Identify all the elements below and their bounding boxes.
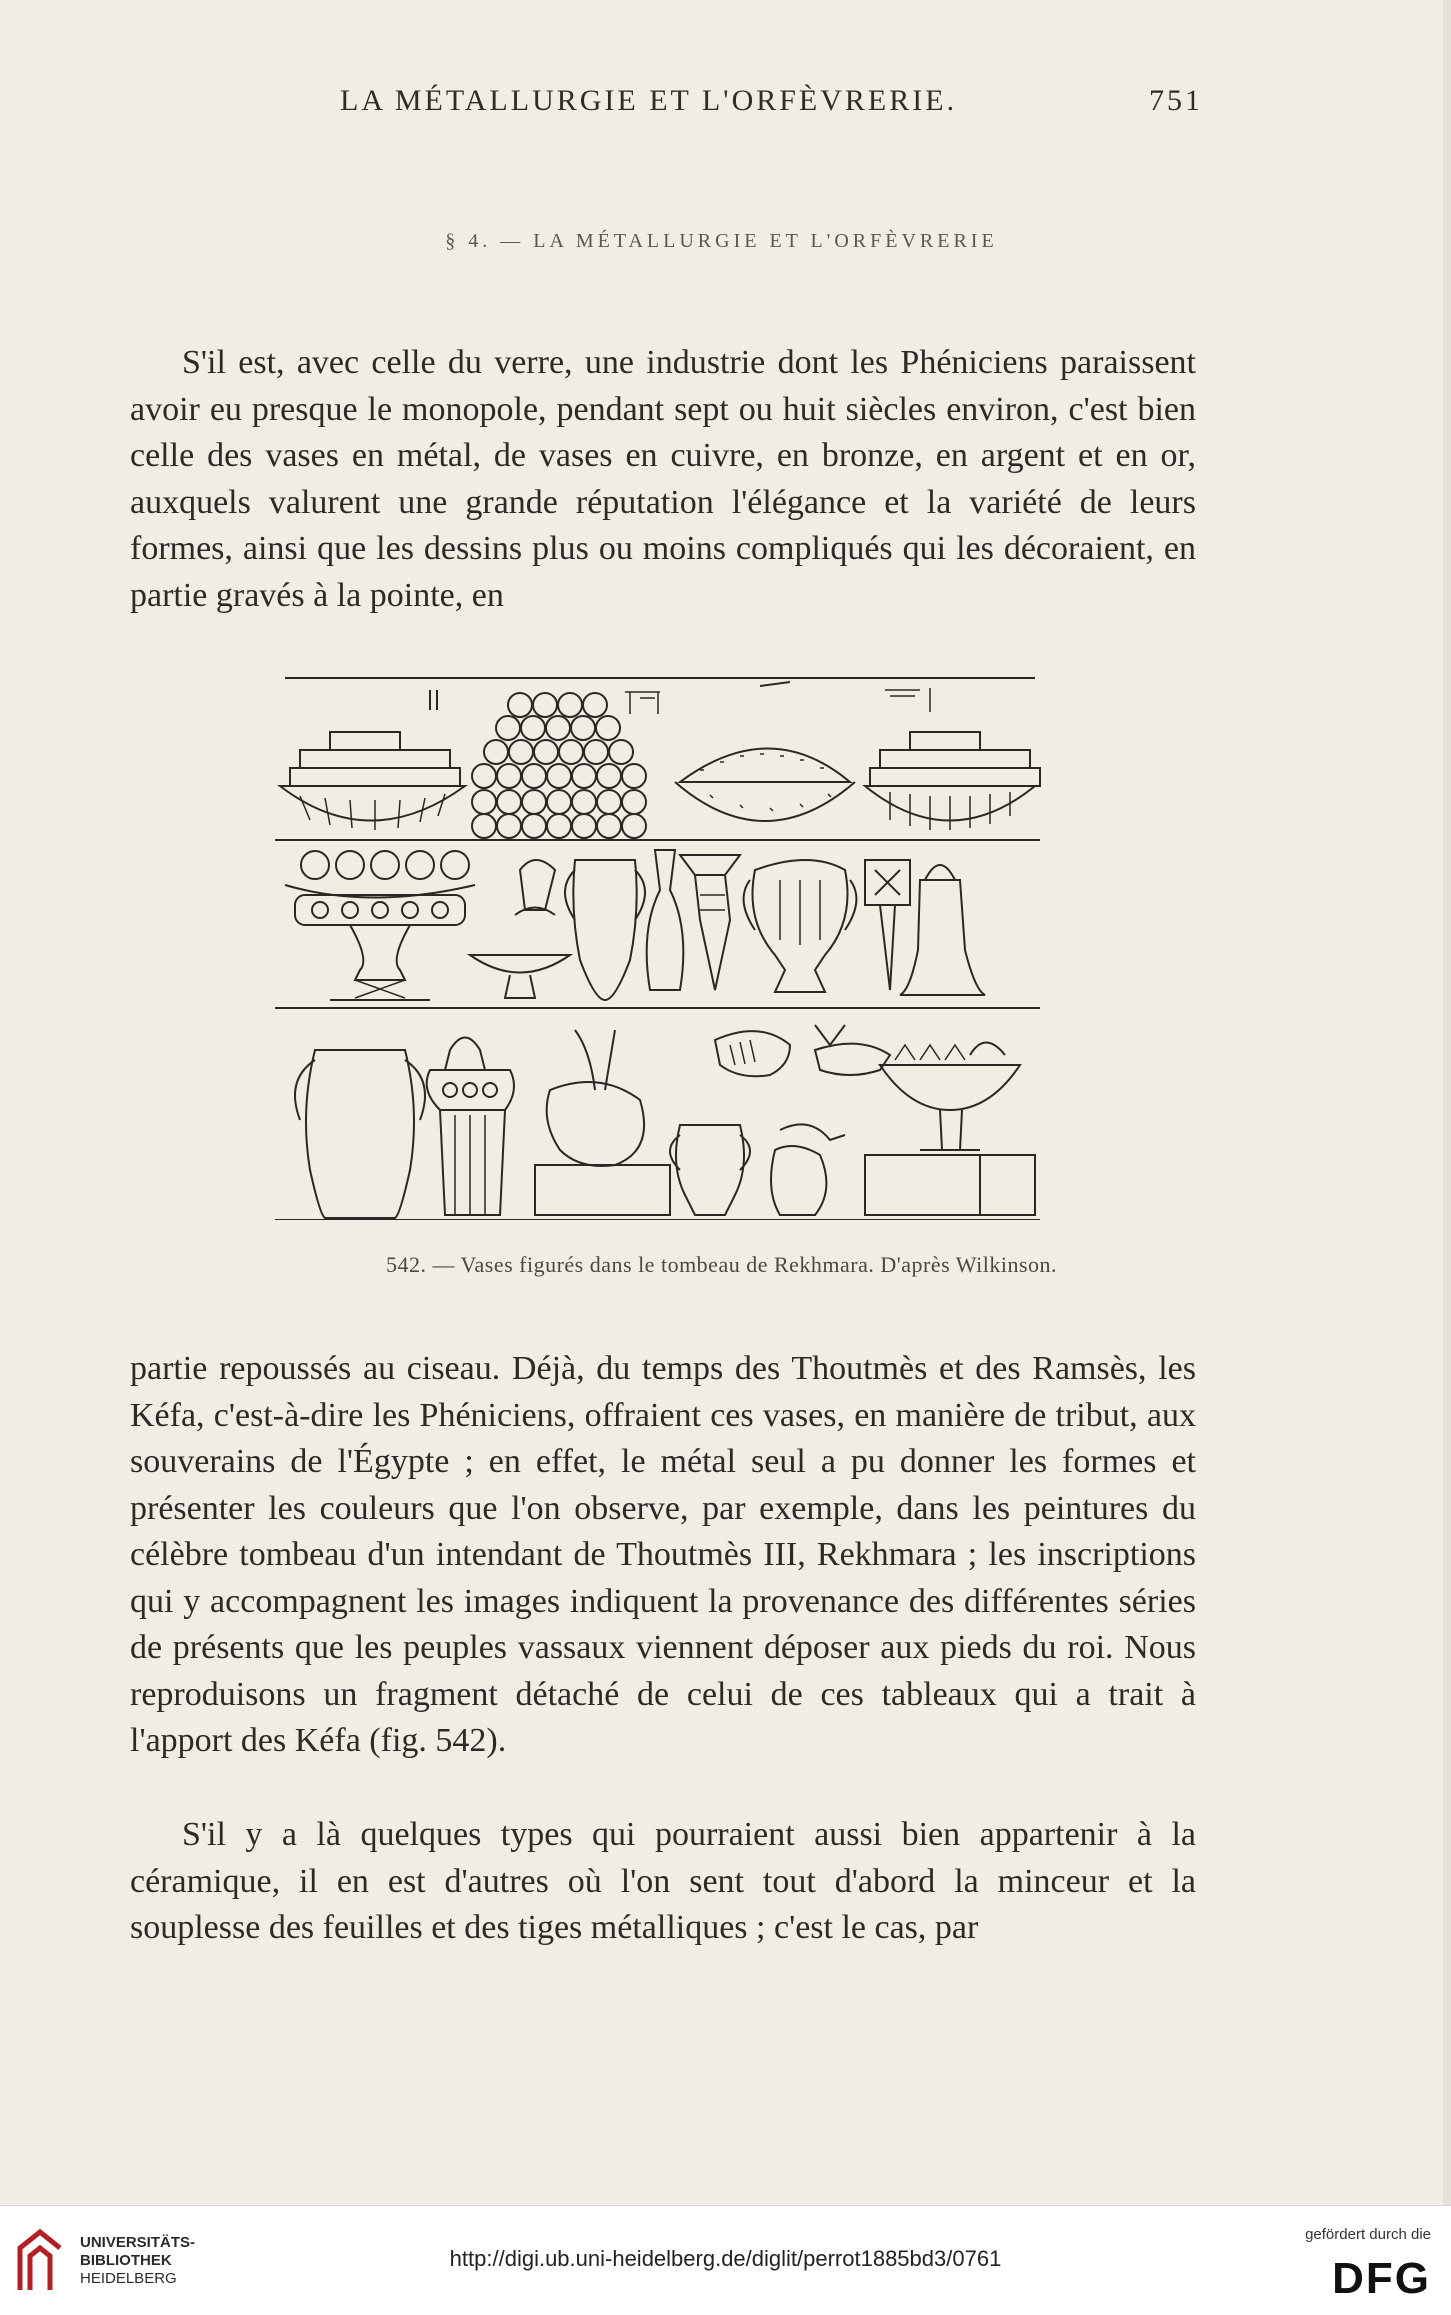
- bell-shaped-vase: [900, 865, 985, 995]
- footed-bowl-with-flowers: [285, 851, 475, 1000]
- library-name: UNIVERSITÄTS- BIBLIOTHEK HEIDELBERG: [80, 2234, 196, 2287]
- tall-amphora: [565, 860, 645, 1000]
- funding-label: gefördert durch die: [1305, 2226, 1431, 2243]
- paragraph-1: S'il est, avec celle du verre, une industrie dont les Phéniciens paraissent avoir eu presque le monopole, pendant sept ou huit siècles environ, c'est bien celle des vases en métal, de vases en cuivre, en bronze, en argent et en or, auxquels valurent une grande réputation l'élégance et la variété de leurs formes, ainsi que les dessins plus ou moins compliqués qui les décoraient, en partie gravés à la pointe, en: [130, 344, 1196, 614]
- antelope-head-rhyton: [815, 1025, 890, 1075]
- dfg-logo: DFG: [1332, 2254, 1431, 2303]
- lion-head-rhyton: [715, 1031, 790, 1076]
- figure-542-vases-illustration: [270, 670, 1046, 1220]
- pile-of-rings: [472, 693, 646, 838]
- page-number: 751: [1149, 84, 1203, 117]
- large-amphora: [295, 1050, 425, 1218]
- square-topped-vessel: [865, 860, 910, 990]
- shallow-dish: [470, 955, 570, 998]
- figure-caption: 542. — Vases figurés dans le tombeau de Rekhmara. D'après Wilkinson.: [385, 1252, 1058, 1277]
- slender-vase: [647, 850, 684, 990]
- bird-head-vase: [771, 1124, 845, 1215]
- digitization-footer: [0, 2205, 1451, 2315]
- animal-head-lid-vase: [515, 860, 555, 915]
- source-url-link[interactable]: http://digi.ub.uni-heidelberg.de/diglit/perrot1885bd3/0761: [449, 2246, 1002, 2271]
- running-header-title: LA MÉTALLURGIE ET L'ORFÈVRERIE.: [340, 84, 958, 117]
- stacked-block: [865, 1155, 1035, 1215]
- running-header: [130, 84, 1203, 130]
- ram-lidded-vase: [427, 1038, 514, 1216]
- two-handled-jar: [670, 1125, 750, 1215]
- hieroglyph-marks-row1: [430, 682, 930, 714]
- bowl-with-grain: [675, 749, 855, 822]
- bowl-with-ingots-right: [865, 732, 1040, 830]
- paragraph-2: partie repoussés au ciseau. Déjà, du temps des Thoutmès et des Ramsès, les Kéfa, c'est-à-dire les Phéniciens, offraient ces vases, en manière de tribut, aux souverains de l'Égypte ; en effet, le métal seul a pu donner les formes et présenter les couleurs que l'on observe, par exemple, dans les peintures du célèbre tombeau d'un intendant de Thoutmès III, Rekhmara ; les inscriptions qui y accompagnent les images indiquent la provenance des différentes séries de présents que les peuples vassaux viennent déposer aux pieds du roi. Nous reproduisons un fragment détaché de celui de ces tableaux qui a trait à l'apport des Kéfa (fig. 542).: [130, 1350, 1196, 1759]
- lion-handled-vase: [744, 860, 857, 992]
- paragraph-3: S'il y a là quelques types qui pourraient aussi bien appartenir à la céramique, il en est d'autres où l'on sent tout d'abord la minceur et la souplesse des feuilles et des tiges métalliques ; c'est le cas, par: [130, 1816, 1196, 1946]
- cup-on-stem: [680, 855, 740, 990]
- footed-bowl-with-figures: [880, 1043, 1020, 1151]
- bowl-with-ingots-left: [280, 732, 465, 830]
- bull-head-vase: [535, 1030, 670, 1215]
- section-heading: § 4. — LA MÉTALLURGIE ET L'ORFÈVRERIE: [445, 230, 998, 252]
